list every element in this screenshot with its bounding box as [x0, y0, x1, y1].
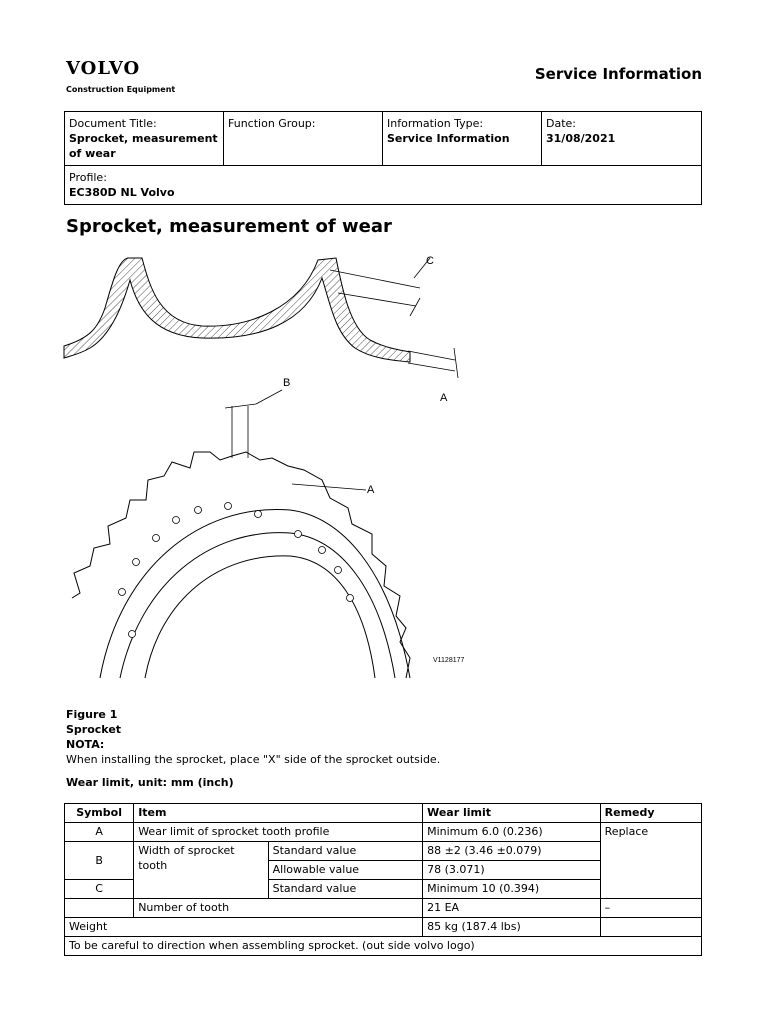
info-type-cell [383, 112, 542, 166]
dimension-b [225, 390, 282, 458]
table-row [65, 918, 702, 937]
cell-symbol [65, 899, 134, 918]
profile-value: EC380D NL Volvo [69, 186, 175, 199]
doc-title-label: Document Title: [69, 117, 157, 130]
cell-subitem: Standard value [268, 842, 422, 861]
figure-code: V1128177 [433, 657, 465, 664]
nota-label: NOTA: [66, 738, 105, 751]
date-value: 31/08/2021 [546, 132, 616, 145]
table-header-row [65, 804, 702, 823]
info-type-value: Service Information [387, 132, 510, 145]
cell-symbol: A [65, 823, 134, 842]
cell-note: To be careful to direction when assembling sprocket. (out side volvo logo) [65, 937, 702, 956]
cell-item: Wear limit of sprocket tooth profile [134, 823, 423, 842]
document-type-heading: Service Information [534, 65, 702, 83]
cell-wear-limit: Minimum 6.0 (0.236) [423, 823, 601, 842]
table-row [65, 823, 702, 842]
doc-title-value: Sprocket, measurement of wear [69, 132, 218, 160]
nota-text: When installing the sprocket, place "X" side of the sprocket outside. [66, 753, 441, 766]
cell-subitem: Standard value [268, 880, 422, 899]
sprocket-wheel [72, 452, 410, 678]
volvo-logo: VOLVO [66, 58, 141, 79]
wear-limit-table [64, 803, 702, 956]
profile-label: Profile: [69, 171, 107, 184]
wear-limit-heading: Wear limit, unit: mm (inch) [66, 776, 234, 789]
cell-wear-limit: 85 kg (187.4 lbs) [423, 918, 601, 937]
doc-title-cell [65, 112, 224, 166]
figure-name: Sprocket [66, 723, 122, 736]
function-group-label: Function Group: [228, 117, 316, 130]
col-header-symbol: Symbol [65, 804, 134, 823]
table-row [65, 937, 702, 956]
tooth-profile-detail [64, 258, 458, 378]
function-group-cell [224, 112, 383, 166]
cell-symbol: B [65, 842, 134, 880]
cell-wear-limit: 78 (3.071) [423, 861, 601, 880]
col-header-wear-limit: Wear limit [423, 804, 601, 823]
cell-wear-limit: Minimum 10 (0.394) [423, 880, 601, 899]
info-type-label: Information Type: [387, 117, 484, 130]
cell-remedy [600, 918, 701, 937]
cell-item: Number of tooth [134, 899, 423, 918]
profile-cell [65, 166, 702, 205]
label-b: B [283, 377, 291, 389]
label-a-lower: A [367, 484, 375, 496]
label-a-top: A [440, 392, 448, 404]
cell-subitem: Allowable value [268, 861, 422, 880]
page-title: Sprocket, measurement of wear [66, 216, 392, 237]
date-label: Date: [546, 117, 576, 130]
cell-wear-limit: 88 ±2 (3.46 ±0.079) [423, 842, 601, 861]
cell-item: Width of sprocket tooth [134, 842, 268, 899]
col-header-item: Item [134, 804, 423, 823]
document-info-table [64, 111, 702, 205]
cell-wear-limit: 21 EA [423, 899, 601, 918]
cell-remedy: Replace [600, 823, 701, 899]
table-row [65, 899, 702, 918]
cell-symbol: C [65, 880, 134, 899]
cell-item: Weight [65, 918, 423, 937]
figure-number: Figure 1 [66, 708, 118, 721]
volvo-logo-subtitle: Construction Equipment [66, 85, 176, 94]
label-c: C [426, 255, 434, 267]
sprocket-bolt-holes [119, 503, 354, 638]
cell-remedy: – [600, 899, 701, 918]
col-header-remedy: Remedy [600, 804, 701, 823]
date-cell [542, 112, 702, 166]
sprocket-figure [60, 248, 480, 688]
